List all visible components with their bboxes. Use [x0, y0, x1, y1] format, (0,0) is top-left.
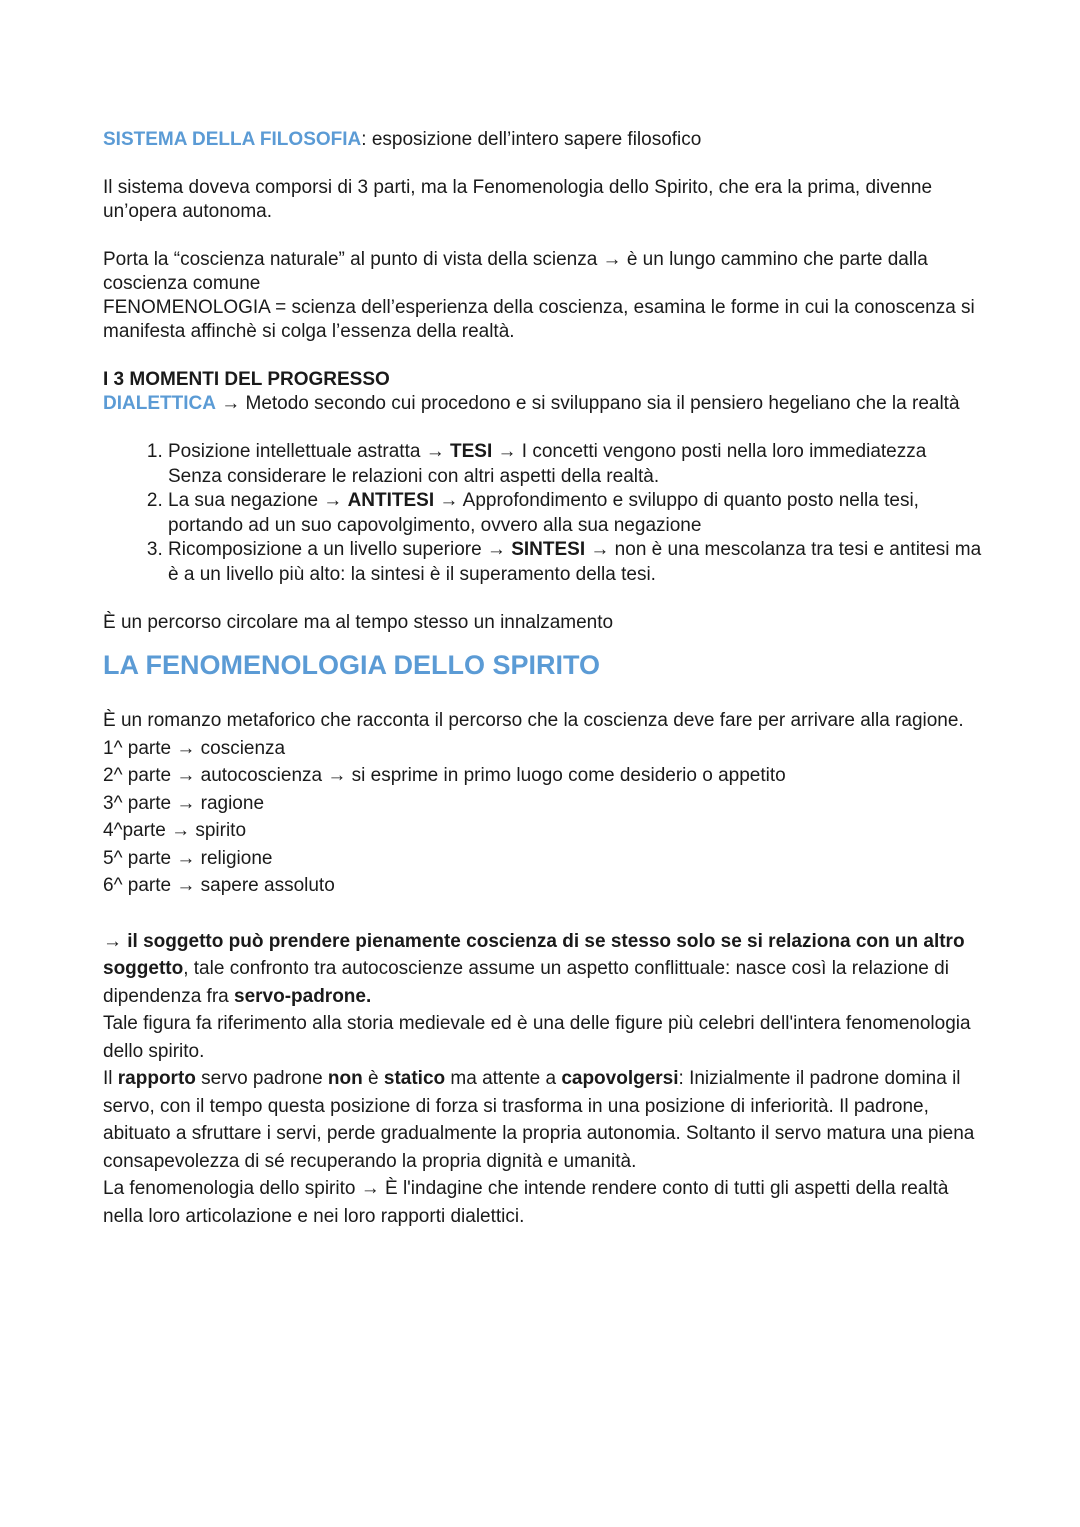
sistema-definition: : esposizione dell’intero sapere filosofico [361, 129, 702, 150]
item-keyword: ANTITESI [347, 490, 435, 511]
rapporto-paragraph [103, 1065, 983, 1175]
part-line: 1^ parte → coscienza [103, 737, 286, 759]
item-keyword: TESI [450, 441, 493, 462]
item-text: Posizione intellettuale astratta → [168, 441, 450, 462]
body-text: è [362, 1068, 384, 1089]
dialettica-text: → Metodo secondo cui procedono e si sviluppano sia il pensiero hegeliano che la realtà [215, 393, 960, 414]
body-text: : Inizialmente il padrone domina il servo, con il tempo questa posizione di forza si trasforma in una posizione di inferiorità. Il padrone, abituato a sfruttare i servi, perde gradualmente la propria autonomia. Soltanto il servo matura una piena consapevolezza di sé recuperando la propria dignità e umanità. [103, 1068, 975, 1172]
list-item-antitesi [168, 489, 983, 538]
bold-text: servo-padrone. [234, 985, 372, 1007]
part-line: 4^parte → spirito [103, 820, 247, 841]
spacer [103, 900, 983, 928]
body-text: , tale confronto tra autocoscienze assume un aspetto conflittuale: nasce così la relazione di dipendenza fra [103, 958, 949, 1007]
bold-text: statico [383, 1068, 446, 1089]
section-title: LA FENOMENOLOGIA DELLO SPIRITO [103, 650, 601, 680]
part-line: 5^ parte → religione [103, 847, 273, 869]
bold-text: → il soggetto può prendere pienamente coscienza di se stesso solo se si relaziona con un altro soggetto [103, 930, 965, 979]
part-line: 2^ parte → autocoscienza → si esprime in primo luogo come desiderio o appetito [103, 765, 786, 786]
dialettica-line [103, 392, 983, 416]
document-page [103, 128, 983, 1230]
sistema-title: SISTEMA DELLA FILOSOFIA [103, 129, 362, 150]
paragraph-sistema: Il sistema doveva comporsi di 3 parti, ma la Fenomenologia dello Spirito, che era la prima, divenne un’opera autonoma. [103, 177, 933, 222]
momenti-list [103, 440, 983, 587]
item-text: → non è una mescolanza tra tesi e antitesi ma è a un livello più alto: la sintesi è il superamento della tesi. [168, 539, 982, 585]
bold-text: non [327, 1068, 363, 1089]
momenti-heading: I 3 MOMENTI DEL PROGRESSO [103, 369, 390, 390]
fenomenologia-intro: È un romanzo metaforico che racconta il percorso che la coscienza deve fare per arrivare alla ragione. [103, 710, 964, 731]
part-line: 6^ parte → sapere assoluto [103, 875, 335, 896]
indagine-paragraph: La fenomenologia dello spirito → È l'indagine che intende rendere conto di tutti gli aspetti della realtà nella loro articolazione e nei loro rapporti dialettici. [103, 1178, 949, 1227]
body-text: servo padrone [195, 1068, 328, 1089]
medievale-paragraph: Tale figura fa riferimento alla storia medievale ed è una delle figure più celebri dell'intera fenomenologia dello spirito. [103, 1013, 971, 1062]
item-text: Ricomposizione a un livello superiore → [168, 539, 512, 560]
body-text: Il [103, 1068, 118, 1089]
item-text: → Approfondimento e sviluppo di quanto posto nella tesi, portando ad un suo capovolgimento, ovvero alla sua negazione [168, 490, 919, 536]
item-text: → I concetti vengono posti nella loro immediatezza Senza considerare le relazioni con altri aspetti della realtà. [168, 441, 927, 487]
part-line: 3^ parte → ragione [103, 792, 265, 814]
momenti-conclusion: È un percorso circolare ma al tempo stesso un innalzamento [103, 612, 614, 633]
item-text: La sua negazione → [168, 490, 348, 511]
bold-text: rapporto [117, 1068, 196, 1089]
fenomenologia-body [103, 707, 983, 1230]
list-item-sintesi [168, 538, 983, 587]
item-keyword: SINTESI [511, 539, 586, 560]
paragraph-fenomenologia-def: FENOMENOLOGIA = scienza dell’esperienza della coscienza, esamina le forme in cui la conoscenza si manifesta affinchè si colga l’essenza della realtà. [103, 297, 975, 342]
paragraph-porta: Porta la “coscienza naturale” al punto di vista della scienza → è un lungo cammino che parte dalla coscienza comune [103, 249, 928, 294]
servo-padrone-paragraph [103, 928, 983, 1011]
dialettica-label: DIALETTICA [103, 393, 216, 414]
body-text: ma attente a [445, 1068, 562, 1089]
sistema-heading-line [103, 128, 983, 152]
bold-text: capovolgersi [561, 1068, 679, 1089]
list-item-tesi [168, 440, 983, 489]
